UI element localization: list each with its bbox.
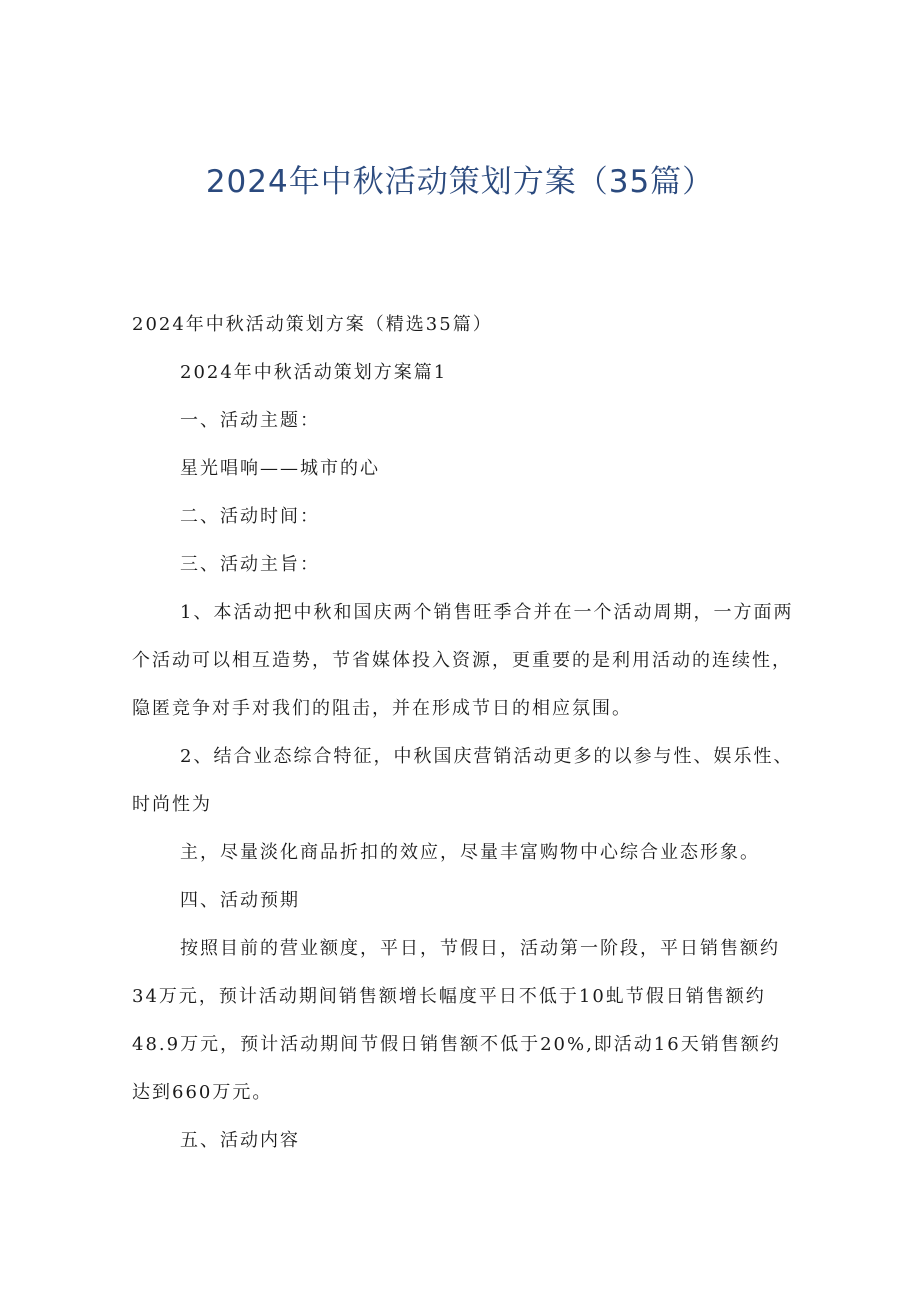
paragraph-line: 主，尽量淡化商品折扣的效应，尽量丰富购物中心综合业态形象。	[180, 842, 760, 863]
heading-time: 二、活动时间：	[180, 506, 320, 527]
paragraph-line: 48.9万元，预计活动期间节假日销售额不低于20%,即活动16天销售额约	[132, 1034, 781, 1055]
heading-theme: 一、活动主题：	[180, 410, 320, 431]
paragraph-line: 个活动可以相互造势，节省媒体投入资源，更重要的是利用活动的连续性，	[132, 650, 792, 671]
paragraph-line: 达到660万元。	[132, 1082, 273, 1103]
document-title: 2024年中秋活动策划方案（35篇）	[205, 164, 715, 200]
heading-content: 五、活动内容	[180, 1130, 300, 1151]
paragraph-line: 星光唱响——城市的心	[180, 458, 380, 479]
subtitle-line: 2024年中秋活动策划方案（精选35篇）	[132, 314, 493, 335]
paragraph-line: 时尚性为	[132, 794, 212, 815]
heading-expectation: 四、活动预期	[180, 890, 300, 911]
paragraph-line: 34万元，预计活动期间销售额增长幅度平日不低于10虬节假日销售额约	[132, 986, 766, 1007]
paragraph-line: 1、本活动把中秋和国庆两个销售旺季合并在一个活动周期，一方面两	[180, 602, 794, 623]
paragraph-line: 2、结合业态综合特征，中秋国庆营销活动更多的以参与性、娱乐性、	[180, 746, 794, 767]
paragraph-line: 隐匿竞争对手对我们的阻击，并在形成节日的相应氛围。	[132, 698, 632, 719]
paragraph-line: 按照目前的营业额度，平日，节假日，活动第一阶段，平日销售额约	[180, 938, 780, 959]
heading-purpose: 三、活动主旨：	[180, 554, 320, 575]
section-heading: 2024年中秋活动策划方案篇1	[180, 362, 448, 383]
